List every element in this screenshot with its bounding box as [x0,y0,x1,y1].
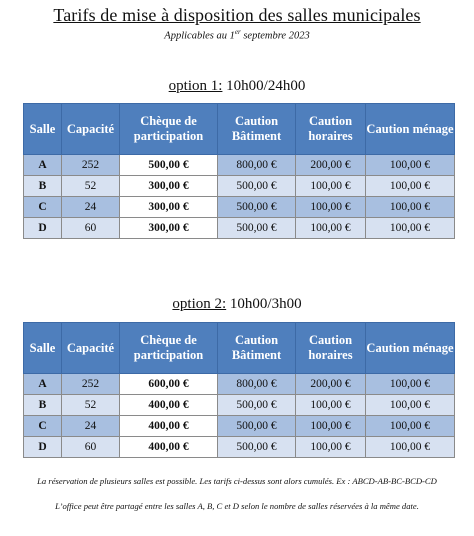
note-office-shared: L’office peut être partagé entre les salles A, B, C et D selon le nombre de salles réservées à la même date. [55,501,419,511]
cell-capacite: 52 [62,176,120,197]
cell-cheque: 600,00 € [120,374,218,395]
option-2-label: option 2: [172,296,227,312]
cell-caution-horaires: 200,00 € [296,155,366,176]
option-1-label: option 1: [168,78,223,94]
cell-cheque: 400,00 € [120,416,218,437]
table-row [24,218,455,239]
table-row [24,437,455,458]
cell-capacite: 24 [62,416,120,437]
cell-caution-menage: 100,00 € [366,218,455,239]
cell-caution-horaires: 100,00 € [296,416,366,437]
col-header-cheque: Chèque de participation [120,104,218,155]
cell-salle: C [24,197,62,218]
cell-caution-menage: 100,00 € [366,395,455,416]
cell-salle: A [24,374,62,395]
option-2-hours: 10h00/3h00 [226,296,302,312]
table-row [24,197,455,218]
table-row [24,395,455,416]
cell-caution-menage: 100,00 € [366,176,455,197]
cell-caution-horaires: 100,00 € [296,437,366,458]
cell-salle: C [24,416,62,437]
col-header-salle: Salle [24,323,62,374]
col-header-caution-horaires: Caution horaires [296,323,366,374]
col-header-capacite: Capacité [62,104,120,155]
cell-caution-batiment: 500,00 € [218,176,296,197]
option-2-heading [0,296,474,313]
cell-caution-menage: 100,00 € [366,416,455,437]
cell-caution-horaires: 100,00 € [296,218,366,239]
col-header-caution-horaires: Caution horaires [296,104,366,155]
cell-capacite: 252 [62,155,120,176]
col-header-caution-menage: Caution ménage [366,323,455,374]
note-multiple-rooms: La réservation de plusieurs salles est possible. Les tarifs ci-dessus sont alors cumulés. Ex : ABCD-AB-BC-BCD-CD [37,476,437,486]
table-row [24,155,455,176]
cell-caution-batiment: 500,00 € [218,395,296,416]
cell-cheque: 300,00 € [120,176,218,197]
cell-caution-menage: 100,00 € [366,155,455,176]
cell-caution-batiment: 800,00 € [218,155,296,176]
cell-caution-menage: 100,00 € [366,437,455,458]
cell-caution-batiment: 800,00 € [218,374,296,395]
cell-capacite: 24 [62,197,120,218]
cell-cheque: 300,00 € [120,218,218,239]
page-title: Tarifs de mise à disposition des salles municipales [53,5,421,25]
option-2-table [23,322,455,458]
cell-caution-batiment: 500,00 € [218,197,296,218]
cell-capacite: 60 [62,437,120,458]
table-row [24,176,455,197]
cell-caution-menage: 100,00 € [366,197,455,218]
cell-cheque: 300,00 € [120,197,218,218]
subtitle-prefix: Applicables au 1 [164,30,235,42]
cell-salle: A [24,155,62,176]
cell-cheque: 400,00 € [120,395,218,416]
cell-caution-batiment: 500,00 € [218,437,296,458]
cell-salle: D [24,218,62,239]
subtitle-suffix: septembre 2023 [240,30,310,42]
cell-caution-batiment: 500,00 € [218,416,296,437]
col-header-caution-batiment: Caution Bâtiment [218,323,296,374]
col-header-cheque: Chèque de participation [120,323,218,374]
table-header-row [24,323,455,374]
cell-capacite: 52 [62,395,120,416]
cell-caution-menage: 100,00 € [366,374,455,395]
col-header-caution-menage: Caution ménage [366,104,455,155]
cell-capacite: 252 [62,374,120,395]
cell-cheque: 500,00 € [120,155,218,176]
col-header-capacite: Capacité [62,323,120,374]
cell-caution-horaires: 200,00 € [296,374,366,395]
cell-cheque: 400,00 € [120,437,218,458]
table-header-row [24,104,455,155]
table-row [24,374,455,395]
col-header-salle: Salle [24,104,62,155]
table-row [24,416,455,437]
cell-salle: B [24,176,62,197]
subtitle-superscript: er [234,28,241,36]
option-1-heading [0,78,474,95]
cell-salle: D [24,437,62,458]
cell-caution-horaires: 100,00 € [296,176,366,197]
option-1-hours: 10h00/24h00 [222,78,306,94]
cell-caution-horaires: 100,00 € [296,197,366,218]
page-subtitle [0,28,474,42]
cell-capacite: 60 [62,218,120,239]
cell-caution-batiment: 500,00 € [218,218,296,239]
cell-salle: B [24,395,62,416]
option-1-table [23,103,455,239]
cell-caution-horaires: 100,00 € [296,395,366,416]
col-header-caution-batiment: Caution Bâtiment [218,104,296,155]
